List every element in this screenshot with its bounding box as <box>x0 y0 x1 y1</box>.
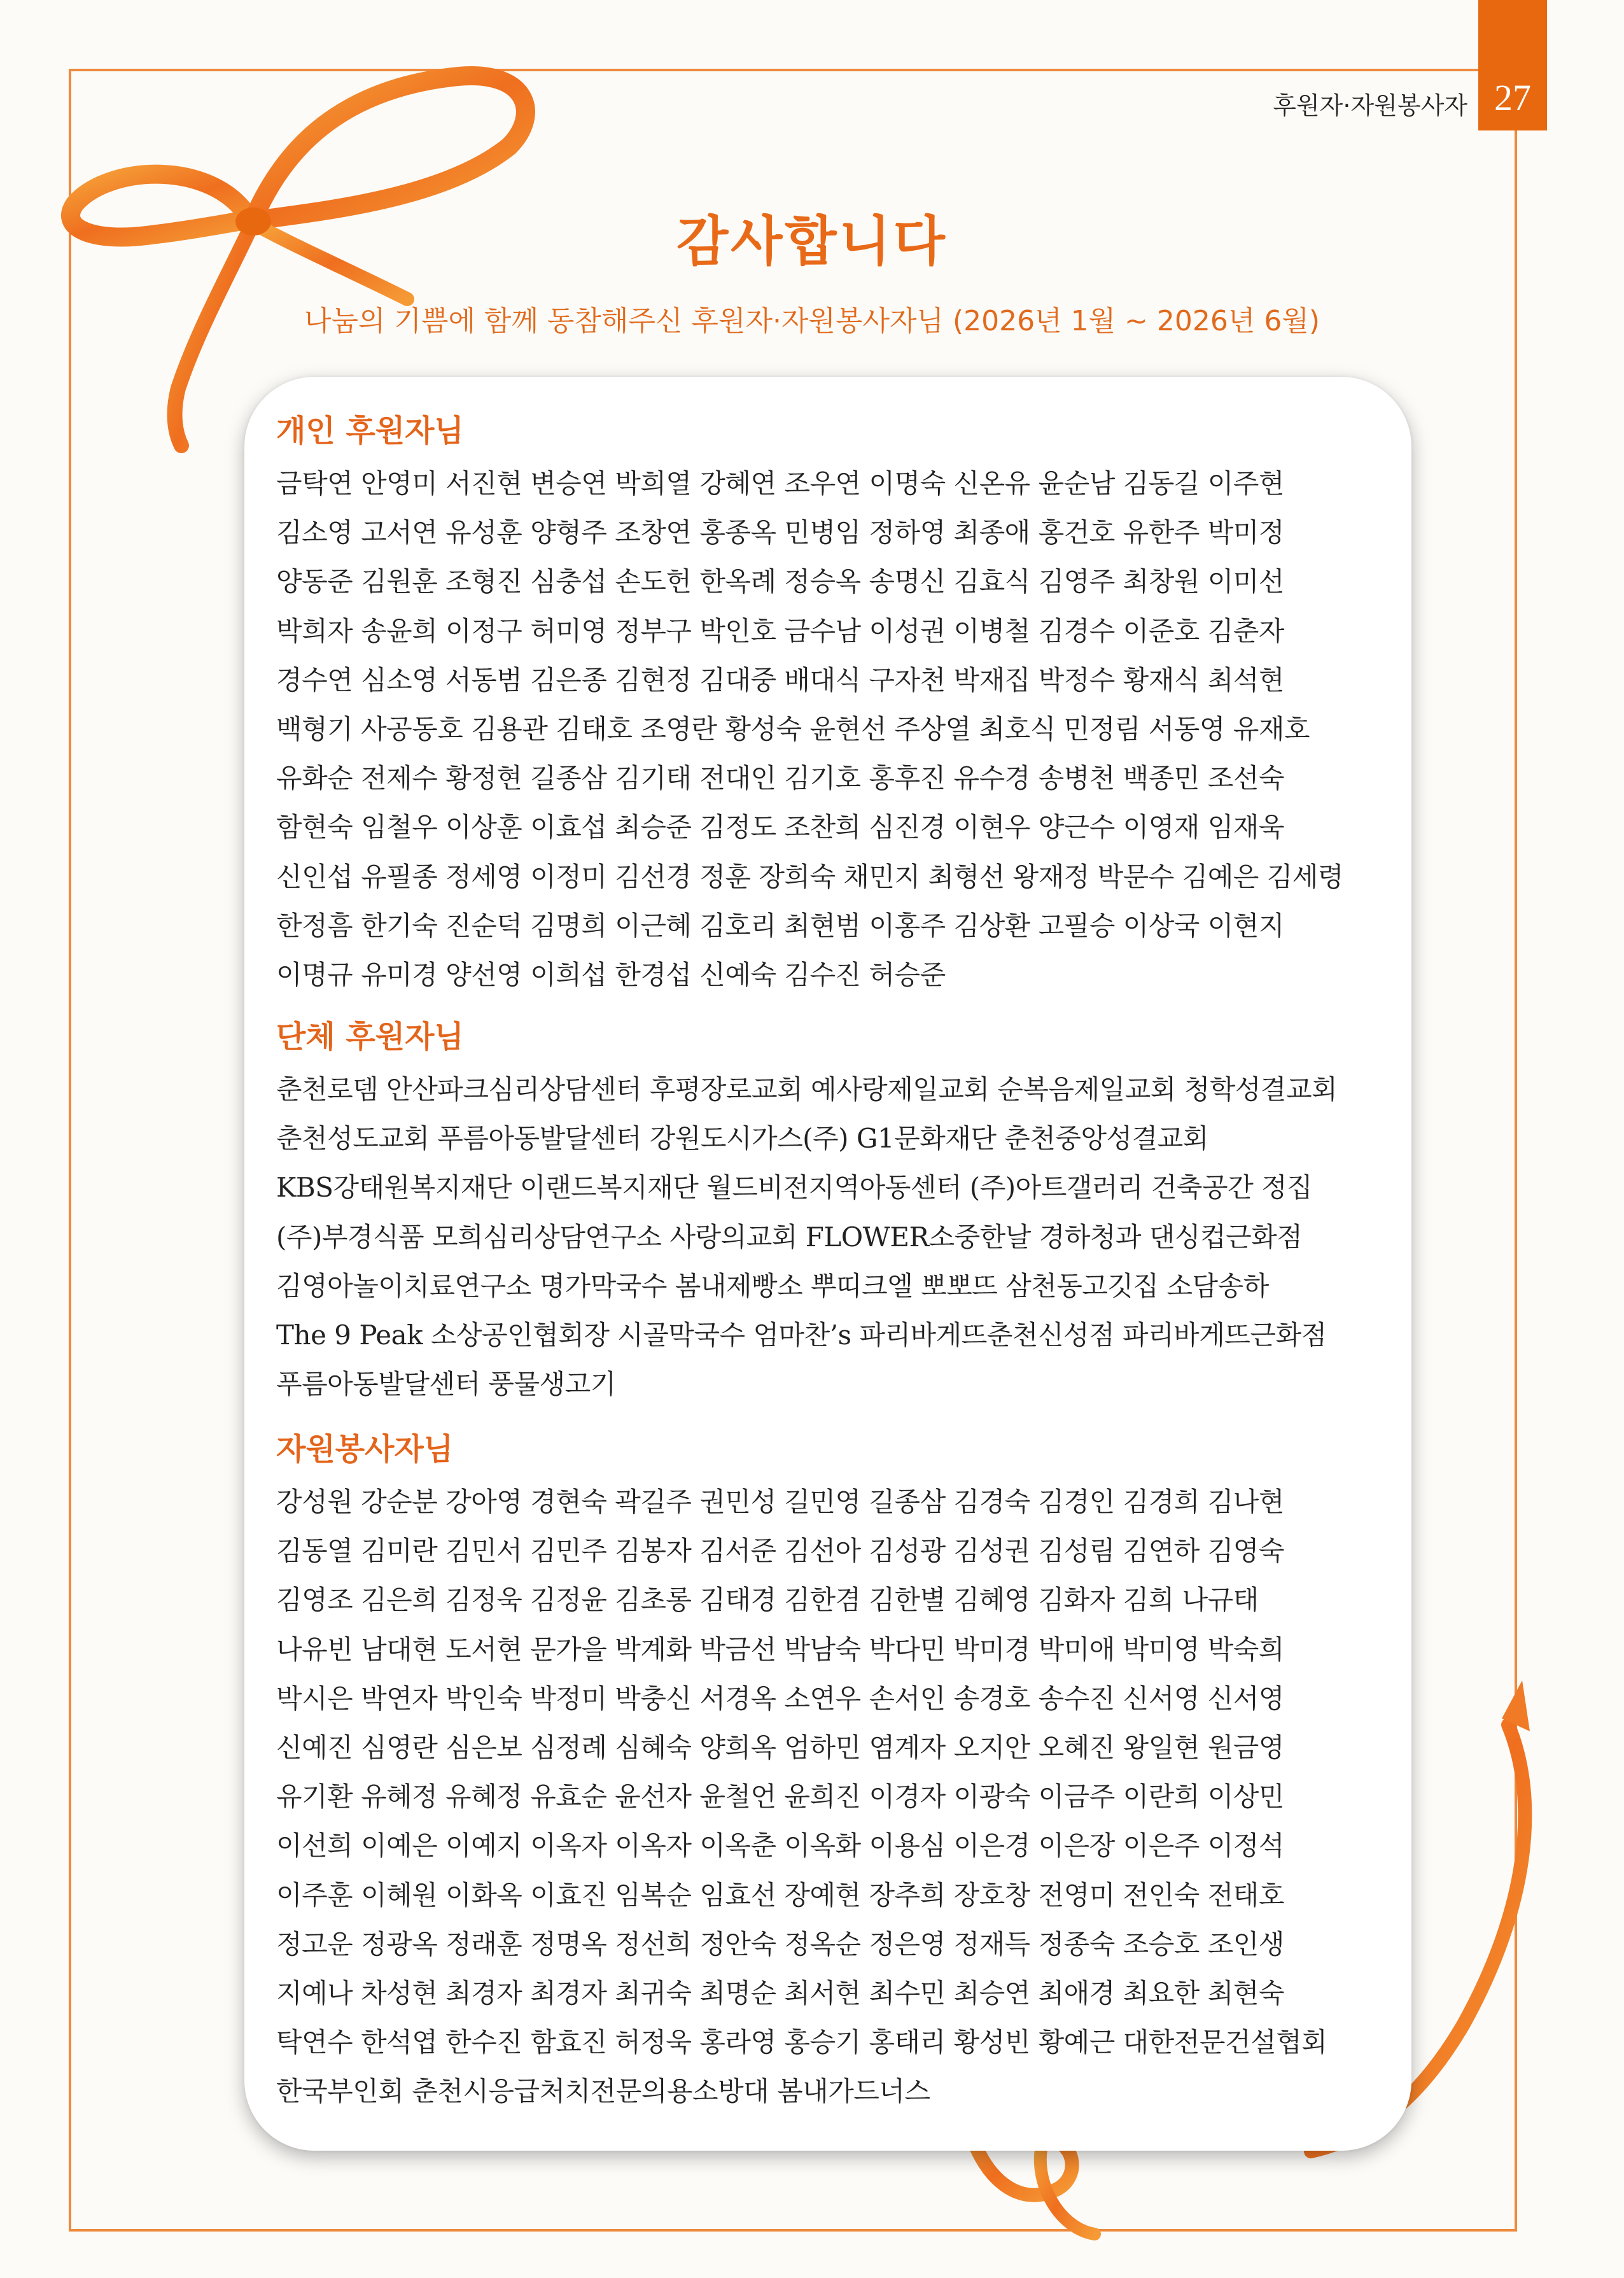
section-heading: 단체 후원자님 <box>276 1019 464 1055</box>
names-line: 지예나 차성현 최경자 최경자 최귀숙 최명순 최서현 최수민 최승연 최애경 최요한 최현숙 <box>276 1978 1284 2009</box>
page-title: 감사합니다 <box>676 210 948 272</box>
names-line: The 9 Peak 소상공인협회장 시골막국수 엄마찬’s 파리바게뜨춘천신성점 파리바게뜨근화점 <box>276 1319 1327 1351</box>
names-line: 박희자 송윤희 이정구 허미영 정부구 박인호 금수남 이성권 이병철 김경수 이준호 김춘자 <box>276 615 1284 647</box>
names-line: 이선희 이예은 이예지 이옥자 이옥자 이옥춘 이옥화 이용심 이은경 이은장 이은주 이정석 <box>276 1830 1284 1862</box>
section-heading: 자원봉사자님 <box>276 1431 454 1467</box>
names-line: 춘천로뎀 안산파크심리상담센터 후평장로교회 예사랑제일교회 순복음제일교회 청학성결교회 <box>276 1074 1338 1105</box>
names-line: 김동열 김미란 김민서 김민주 김봉자 김서준 김선아 김성광 김성권 김성림 김연하 김영숙 <box>276 1535 1284 1567</box>
names-list <box>276 1477 1396 2116</box>
page-number: 27 <box>1494 77 1531 118</box>
names-line: 나유빈 남대현 도서현 문가을 박계화 박금선 박남숙 박다민 박미경 박미애 박미영 박숙희 <box>276 1633 1284 1665</box>
names-line: 백형기 사공동호 김용관 김태호 조영란 황성숙 윤현선 주상열 최호식 민정림 서동영 유재호 <box>276 714 1310 745</box>
names-line: 신예진 심영란 심은보 심정례 심혜숙 양희옥 엄하민 염계자 오지안 오혜진 왕일현 원금영 <box>276 1732 1284 1764</box>
names-line: 정고운 정광옥 정래훈 정명옥 정선희 정안숙 정옥순 정은영 정재득 정종숙 조승호 조인생 <box>276 1928 1284 1960</box>
names-line: 이주훈 이혜원 이화옥 이효진 임복순 임효선 장예현 장추희 장호창 전영미 전인숙 전태호 <box>276 1879 1284 1911</box>
names-line: 유기환 유혜정 유혜정 유효순 윤선자 윤철언 윤희진 이경자 이광숙 이금주 이란희 이상민 <box>276 1781 1284 1813</box>
names-line: 경수연 심소영 서동범 김은종 김현정 김대중 배대식 구자천 박재집 박정수 황재식 최석현 <box>276 664 1284 696</box>
names-line: 한정흠 한기숙 진순덕 김명희 이근혜 김호리 최현범 이홍주 김상환 고필승 이상국 이현지 <box>276 910 1284 941</box>
section-heading: 개인 후원자님 <box>276 413 464 449</box>
names-line: 김영아놀이치료연구소 명가막국수 봄내제빵소 뿌띠크엘 뽀뽀뜨 삼천동고깃집 소담송하 <box>276 1270 1269 1302</box>
section-organization-donors <box>276 1012 1396 1409</box>
page-subtitle: 나눔의 기쁨에 함께 동참해주신 후원자·자원봉사자님 (2026년 1월 ~ 2026년 6월) <box>304 305 1320 337</box>
names-line: 탁연수 한석엽 한수진 함효진 허정욱 홍라영 홍승기 홍태리 황성빈 황예근 대한전문건설협회 <box>276 2027 1327 2058</box>
names-line: 푸름아동발달센터 풍물생고기 <box>276 1368 616 1400</box>
names-line: 김소영 고서연 유성훈 양형주 조창연 홍종옥 민병임 정하영 최종애 홍건호 유한주 박미정 <box>276 517 1284 549</box>
names-line: 춘천성도교회 푸름아동발달센터 강원도시가스(주) G1문화재단 춘천중앙성결교회 <box>276 1123 1208 1155</box>
names-line: 신인섭 유필종 정세영 이정미 김선경 정훈 장희숙 채민지 최형선 왕재정 박문수 김예은 김세령 <box>276 861 1343 892</box>
names-line: 함현숙 임철우 이상훈 이효섭 최승준 김정도 조찬희 심진경 이현우 양근수 이영재 임재욱 <box>276 812 1284 843</box>
names-line: 김영조 김은희 김정욱 김정윤 김초롱 김태경 김한겸 김한별 김혜영 김화자 김희 나규태 <box>276 1584 1259 1616</box>
names-line: 양동준 김원훈 조형진 심충섭 손도헌 한옥례 정승옥 송명신 김효식 김영주 최창원 이미선 <box>276 566 1284 598</box>
names-line: KBS강태원복지재단 이랜드복지재단 월드비전지역아동센터 (주)아트갤러리 건축공간 정집 <box>276 1172 1313 1204</box>
names-list <box>276 459 1396 999</box>
names-line: 강성원 강순분 강아영 경현숙 곽길주 권민성 길민영 길종삼 김경숙 김경인 김경희 김나현 <box>276 1486 1284 1517</box>
names-line: 이명규 유미경 양선영 이희섭 한경섭 신예숙 김수진 허승준 <box>276 959 946 991</box>
names-line: 금탁연 안영미 서진현 변승연 박희열 강혜연 조우연 이명숙 신온유 윤순남 김동길 이주현 <box>276 468 1284 499</box>
names-line: 유화순 전제수 황정현 길종삼 김기태 전대인 김기호 홍후진 유수경 송병천 백종민 조선숙 <box>276 763 1284 794</box>
section-individual-donors <box>276 406 1396 999</box>
names-line: 한국부인회 춘천시응급처치전문의용소방대 봄내가드너스 <box>276 2076 930 2107</box>
page-number-tab <box>1478 0 1547 130</box>
names-line: (주)부경식품 모희심리상담연구소 사랑의교회 FLOWER소중한날 경하청과 댄싱컵근화점 <box>276 1221 1303 1253</box>
names-line: 박시은 박연자 박인숙 박정미 박충신 서경옥 소연우 손서인 송경호 송수진 신서영 신서영 <box>276 1682 1284 1714</box>
running-header: 후원자·자원봉사자 <box>1273 92 1467 120</box>
names-list <box>276 1065 1396 1409</box>
section-volunteers <box>276 1424 1396 2116</box>
